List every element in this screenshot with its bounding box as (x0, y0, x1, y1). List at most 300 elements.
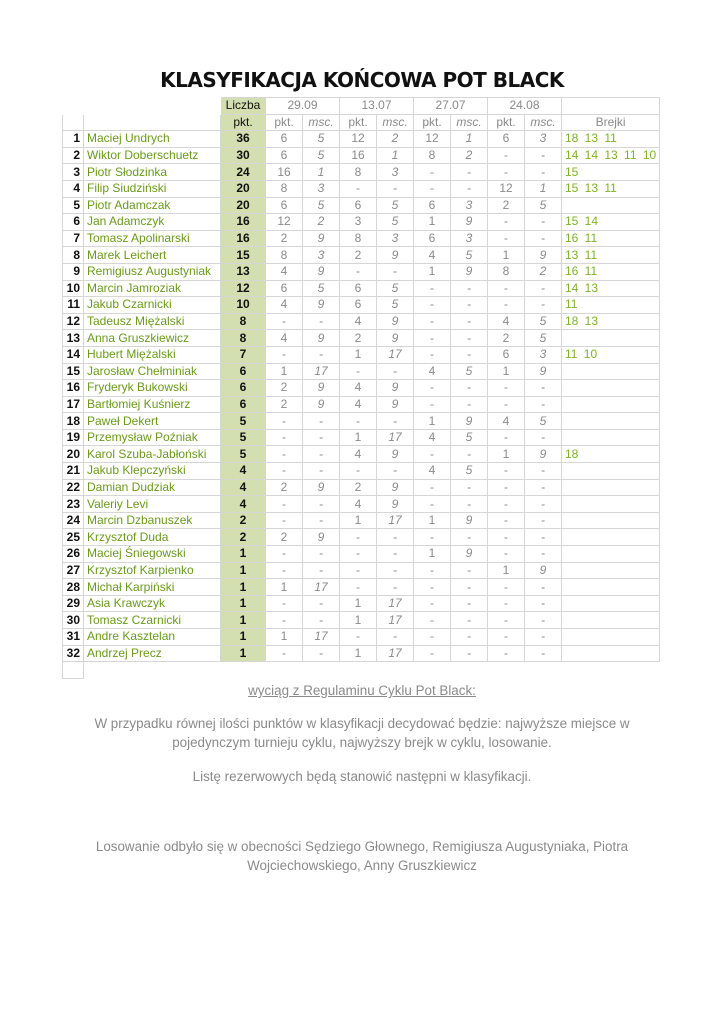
tournament-place: 5 (303, 280, 340, 297)
player-name: Maciej Śniegowski (84, 546, 221, 563)
rules-paragraph-2: Listę rezerwowych będą stanowić następni w klasyfikacji. (192, 769, 532, 784)
breaks-cell (562, 479, 660, 496)
tournament-place: 5 (377, 297, 414, 314)
rank-cell: 2 (63, 147, 84, 164)
tournament-points: 8 (340, 164, 377, 181)
tournament-place: 1 (525, 180, 562, 197)
tournament-place: - (525, 463, 562, 480)
table-row (63, 645, 660, 662)
tournament-points: - (414, 446, 451, 463)
total-points: 1 (221, 546, 266, 563)
tournament-place: 2 (451, 147, 488, 164)
tournament-points: 6 (414, 197, 451, 214)
table-row (63, 263, 660, 280)
breaks-cell (562, 396, 660, 413)
tournament-points: 1 (266, 579, 303, 596)
pkt-header: pkt. (340, 114, 377, 131)
tournament-place: - (377, 579, 414, 596)
tournament-place: - (525, 280, 562, 297)
empty-cell (303, 662, 340, 679)
total-points: 7 (221, 346, 266, 363)
total-points: 20 (221, 180, 266, 197)
tournament-points: - (414, 396, 451, 413)
rank-cell: 4 (63, 180, 84, 197)
tournament-points: 2 (488, 330, 525, 347)
rank-cell: 22 (63, 479, 84, 496)
tournament-place: 5 (525, 313, 562, 330)
empty-cell (414, 662, 451, 679)
tournament-points: 4 (414, 429, 451, 446)
tournament-place: 2 (377, 131, 414, 148)
tournament-points: 1 (414, 413, 451, 430)
breaks-cell: 13 11 (562, 247, 660, 264)
tournament-place: - (451, 280, 488, 297)
tournament-points: - (488, 230, 525, 247)
tournament-place: 9 (303, 529, 340, 546)
breaks-cell: 15 14 (562, 214, 660, 231)
tournament-points: 6 (340, 297, 377, 314)
tournament-place: - (525, 479, 562, 496)
tournament-points: 1 (488, 562, 525, 579)
total-points: 1 (221, 645, 266, 662)
tournament-place: - (451, 380, 488, 397)
tournament-place: 17 (377, 429, 414, 446)
total-points: 16 (221, 214, 266, 231)
tournament-place: 5 (377, 197, 414, 214)
breaks-cell: 11 (562, 297, 660, 314)
tournament-points: 12 (266, 214, 303, 231)
tournament-place: - (525, 595, 562, 612)
tournament-points: - (414, 380, 451, 397)
tournament-place: 9 (451, 512, 488, 529)
tournament-place: - (525, 396, 562, 413)
player-name: Jarosław Chełminiak (84, 363, 221, 380)
header-blank (84, 114, 221, 131)
tournament-place: 5 (303, 147, 340, 164)
tournament-points: - (414, 330, 451, 347)
tournament-points: 6 (266, 280, 303, 297)
tournament-place: - (377, 463, 414, 480)
empty-cell (266, 662, 303, 679)
player-name: Przemysław Poźniak (84, 429, 221, 446)
tournament-place: 5 (303, 131, 340, 148)
tournament-points: 12 (414, 131, 451, 148)
empty-cell (377, 662, 414, 679)
tournament-points: - (488, 479, 525, 496)
tournament-points: - (488, 429, 525, 446)
total-points: 4 (221, 479, 266, 496)
rules-paragraph-1-line-2: pojedynczym turnieju cyklu, najwyższy brejk w cyklu, losowanie. (172, 735, 552, 750)
tournament-points: - (488, 297, 525, 314)
tournament-place: 9 (377, 313, 414, 330)
tournament-place: 17 (377, 645, 414, 662)
tournament-place: 5 (525, 413, 562, 430)
tournament-place: - (303, 313, 340, 330)
breaks-cell: 16 11 (562, 263, 660, 280)
tournament-points: 2 (266, 230, 303, 247)
total-points: 15 (221, 247, 266, 264)
tournament-points: 1 (488, 247, 525, 264)
pkt-header: pkt. (414, 114, 451, 131)
tournament-place: 5 (451, 363, 488, 380)
breaks-cell (562, 512, 660, 529)
tournament-points: - (414, 496, 451, 513)
rank-cell: 15 (63, 363, 84, 380)
breaks-cell (562, 579, 660, 596)
player-name: Asia Krawczyk (84, 595, 221, 612)
tournament-points: 1 (414, 214, 451, 231)
tournament-place: - (525, 629, 562, 646)
tournament-place: 9 (525, 562, 562, 579)
player-name: Damian Dudziak (84, 479, 221, 496)
tournament-points: 12 (340, 131, 377, 148)
total-points: 20 (221, 197, 266, 214)
tournament-place: 9 (303, 263, 340, 280)
tournament-points: - (488, 612, 525, 629)
total-points: 1 (221, 562, 266, 579)
tournament-points: 4 (266, 263, 303, 280)
tournament-place: - (303, 612, 340, 629)
rank-cell: 3 (63, 164, 84, 181)
tournament-place: - (451, 579, 488, 596)
tournament-points: 4 (340, 396, 377, 413)
tournament-points: - (266, 595, 303, 612)
player-name: Michał Karpiński (84, 579, 221, 596)
tournament-points: - (488, 463, 525, 480)
rank-cell: 24 (63, 512, 84, 529)
tournament-place: 17 (377, 595, 414, 612)
tournament-place: 3 (451, 230, 488, 247)
table-row (63, 595, 660, 612)
tournament-points: 6 (266, 197, 303, 214)
date-header-1: 29.09 (266, 98, 340, 115)
tournament-points: - (340, 413, 377, 430)
breaks-cell (562, 363, 660, 380)
tournament-place: - (303, 413, 340, 430)
tournament-points: 6 (488, 346, 525, 363)
table-row (63, 180, 660, 197)
pkt-header: pkt. (488, 114, 525, 131)
tournament-points: 1 (340, 612, 377, 629)
total-points: 1 (221, 612, 266, 629)
rank-cell: 18 (63, 413, 84, 430)
table-row (63, 363, 660, 380)
tournament-points: 4 (488, 313, 525, 330)
tournament-points: - (414, 479, 451, 496)
tournament-place: - (525, 230, 562, 247)
tournament-place: 1 (377, 147, 414, 164)
tournament-place: 9 (525, 446, 562, 463)
empty-cell (488, 662, 525, 679)
tournament-points: 4 (266, 297, 303, 314)
tournament-points: 6 (266, 147, 303, 164)
breaks-cell (562, 330, 660, 347)
tournament-points: 1 (340, 429, 377, 446)
tournament-place: - (525, 429, 562, 446)
tournament-place: 9 (377, 247, 414, 264)
player-name: Krzysztof Karpienko (84, 562, 221, 579)
date-header-4: 24.08 (488, 98, 562, 115)
table-row (63, 612, 660, 629)
header-blank (63, 98, 84, 115)
rank-cell: 5 (63, 197, 84, 214)
rank-cell: 9 (63, 263, 84, 280)
tournament-place: - (377, 529, 414, 546)
tournament-place: - (451, 346, 488, 363)
tournament-place: - (377, 363, 414, 380)
tournament-place: - (525, 512, 562, 529)
tournament-points: - (340, 546, 377, 563)
table-row (63, 330, 660, 347)
tournament-points: 2 (266, 380, 303, 397)
total-points: 5 (221, 446, 266, 463)
total-points: 1 (221, 579, 266, 596)
rank-cell: 26 (63, 546, 84, 563)
empty-cell (221, 662, 266, 679)
rank-cell: 23 (63, 496, 84, 513)
empty-cell (84, 662, 221, 679)
tournament-place: - (303, 446, 340, 463)
table-row (63, 380, 660, 397)
tournament-points: - (266, 463, 303, 480)
tournament-place: - (303, 645, 340, 662)
breaks-cell (562, 429, 660, 446)
total-points: 5 (221, 413, 266, 430)
rules-paragraph-1-line-1: W przypadku równej ilości punktów w klasyfikacji decydować będzie: najwyższe miejsce w (94, 716, 630, 731)
tournament-points: - (266, 429, 303, 446)
breaks-cell (562, 197, 660, 214)
tournament-points: 1 (414, 546, 451, 563)
tournament-place: - (525, 147, 562, 164)
breaks-cell (562, 463, 660, 480)
tournament-points: - (414, 297, 451, 314)
tournament-place: 3 (525, 346, 562, 363)
standings-body (63, 98, 660, 679)
table-row (63, 512, 660, 529)
tournament-place: - (377, 562, 414, 579)
breaks-header: Brejki (562, 114, 660, 131)
tournament-place: 9 (303, 396, 340, 413)
tournament-place: - (451, 313, 488, 330)
rank-cell: 1 (63, 131, 84, 148)
tournament-points: 2 (340, 479, 377, 496)
tournament-place: - (525, 546, 562, 563)
tournament-place: - (525, 380, 562, 397)
tournament-place: 9 (525, 363, 562, 380)
rank-cell: 28 (63, 579, 84, 596)
tournament-place: - (451, 629, 488, 646)
tournament-place: - (451, 180, 488, 197)
tournament-points: 1 (266, 363, 303, 380)
total-points: 6 (221, 396, 266, 413)
tournament-points: - (266, 562, 303, 579)
rules-heading: wyciąg z Regulaminu Cyklu Pot Black: (248, 683, 476, 698)
table-row (63, 629, 660, 646)
player-name: Remigiusz Augustyniak (84, 263, 221, 280)
tournament-points: 1 (488, 363, 525, 380)
rank-cell: 21 (63, 463, 84, 480)
tournament-points: 4 (340, 446, 377, 463)
player-name: Jakub Czarnicki (84, 297, 221, 314)
tournament-points: - (488, 595, 525, 612)
player-name: Andrzej Precz (84, 645, 221, 662)
rank-cell: 11 (63, 297, 84, 314)
empty-cell (562, 662, 660, 679)
tournament-place: - (303, 429, 340, 446)
tournament-points: - (340, 579, 377, 596)
tournament-place: 9 (377, 496, 414, 513)
tournament-points: 8 (340, 230, 377, 247)
tournament-points: 2 (340, 330, 377, 347)
empty-cell (451, 662, 488, 679)
breaks-cell (562, 612, 660, 629)
tournament-place: - (525, 297, 562, 314)
tournament-place: - (525, 529, 562, 546)
tournament-place: - (303, 512, 340, 529)
player-name: Jan Adamczyk (84, 214, 221, 231)
table-row (63, 429, 660, 446)
tournament-place: - (451, 496, 488, 513)
player-name: Piotr Słodzinka (84, 164, 221, 181)
tournament-place: - (525, 164, 562, 181)
tournament-place: - (451, 164, 488, 181)
total-points: 1 (221, 595, 266, 612)
table-row (63, 562, 660, 579)
tournament-points: - (340, 180, 377, 197)
tournament-points: 1 (340, 512, 377, 529)
rank-cell: 12 (63, 313, 84, 330)
tournament-place: 5 (451, 247, 488, 264)
player-name: Marek Leichert (84, 247, 221, 264)
tournament-points: - (488, 496, 525, 513)
tournament-place: - (377, 629, 414, 646)
tournament-points: - (488, 380, 525, 397)
tournament-place: 17 (377, 346, 414, 363)
tournament-place: 9 (451, 546, 488, 563)
tournament-place: - (451, 645, 488, 662)
table-row (63, 396, 660, 413)
tournament-place: - (451, 297, 488, 314)
table-row (63, 131, 660, 148)
tournament-place: 3 (377, 230, 414, 247)
tournament-points: 4 (414, 247, 451, 264)
tournament-points: - (414, 280, 451, 297)
tournament-points: - (340, 562, 377, 579)
tournament-place: 3 (303, 180, 340, 197)
tournament-points: - (340, 529, 377, 546)
tournament-place: 9 (451, 413, 488, 430)
breaks-cell (562, 595, 660, 612)
tournament-place: 2 (525, 263, 562, 280)
tournament-points: 8 (266, 180, 303, 197)
table-row (63, 297, 660, 314)
tournament-place: - (451, 479, 488, 496)
tournament-points: - (488, 579, 525, 596)
player-name: Paweł Dekert (84, 413, 221, 430)
page-title: KLASYFIKACJA KOŃCOWA POT BLACK (160, 68, 564, 92)
tournament-points: - (488, 164, 525, 181)
tournament-place: - (303, 463, 340, 480)
table-row (63, 164, 660, 181)
tournament-place: - (303, 346, 340, 363)
draw-note-line-1: Losowanie odbyło się w obecności Sędziego Głownego, Remigiusza Augustyniaka, Piotra (95, 839, 629, 854)
tournament-place: - (451, 446, 488, 463)
rank-cell: 14 (63, 346, 84, 363)
tournament-place: - (525, 645, 562, 662)
breaks-cell: 14 13 (562, 280, 660, 297)
tournament-place: - (525, 496, 562, 513)
tournament-place: 9 (303, 297, 340, 314)
breaks-cell (562, 546, 660, 563)
player-name: Jakub Klepczyński (84, 463, 221, 480)
tournament-points: - (266, 346, 303, 363)
tournament-points: - (414, 346, 451, 363)
player-name: Tomasz Czarnicki (84, 612, 221, 629)
tournament-points: 4 (340, 313, 377, 330)
breaks-cell (562, 496, 660, 513)
tournament-points: 8 (414, 147, 451, 164)
breaks-cell (562, 413, 660, 430)
tournament-points: 4 (266, 330, 303, 347)
total-points: 4 (221, 496, 266, 513)
tournament-points: - (266, 313, 303, 330)
table-row (63, 479, 660, 496)
player-name: Wiktor Doberschuetz (84, 147, 221, 164)
tournament-points: - (414, 313, 451, 330)
table-row (63, 463, 660, 480)
tournament-place: - (451, 562, 488, 579)
tournament-points: 4 (488, 413, 525, 430)
tournament-points: 1 (488, 446, 525, 463)
tournament-place: - (377, 180, 414, 197)
tournament-points: - (340, 263, 377, 280)
player-name: Hubert Miężalski (84, 346, 221, 363)
total-points: 5 (221, 429, 266, 446)
empty-cell (340, 662, 377, 679)
tournament-points: 16 (266, 164, 303, 181)
tournament-points: 4 (414, 463, 451, 480)
tournament-points: 2 (266, 479, 303, 496)
player-name: Karol Szuba-Jabłoński (84, 446, 221, 463)
breaks-cell: 15 (562, 164, 660, 181)
tournament-points: 6 (266, 131, 303, 148)
empty-cell (63, 662, 84, 679)
tournament-points: - (488, 645, 525, 662)
tournament-points: - (414, 612, 451, 629)
tournament-points: - (488, 214, 525, 231)
table-row (63, 579, 660, 596)
rank-cell: 13 (63, 330, 84, 347)
tournament-place: - (303, 496, 340, 513)
tournament-place: 3 (525, 131, 562, 148)
points-header-bottom: pkt. (221, 114, 266, 131)
total-points: 36 (221, 131, 266, 148)
tournament-place: - (451, 612, 488, 629)
tournament-place: - (451, 396, 488, 413)
player-name: Tomasz Apolinarski (84, 230, 221, 247)
table-row (63, 529, 660, 546)
tournament-place: - (377, 546, 414, 563)
tournament-points: - (414, 529, 451, 546)
table-row (63, 346, 660, 363)
player-name: Maciej Undrych (84, 131, 221, 148)
player-name: Andre Kasztelan (84, 629, 221, 646)
total-points: 6 (221, 363, 266, 380)
tournament-points: 1 (340, 346, 377, 363)
table-row (63, 247, 660, 264)
tournament-place: 9 (303, 230, 340, 247)
tournament-points: 1 (414, 512, 451, 529)
